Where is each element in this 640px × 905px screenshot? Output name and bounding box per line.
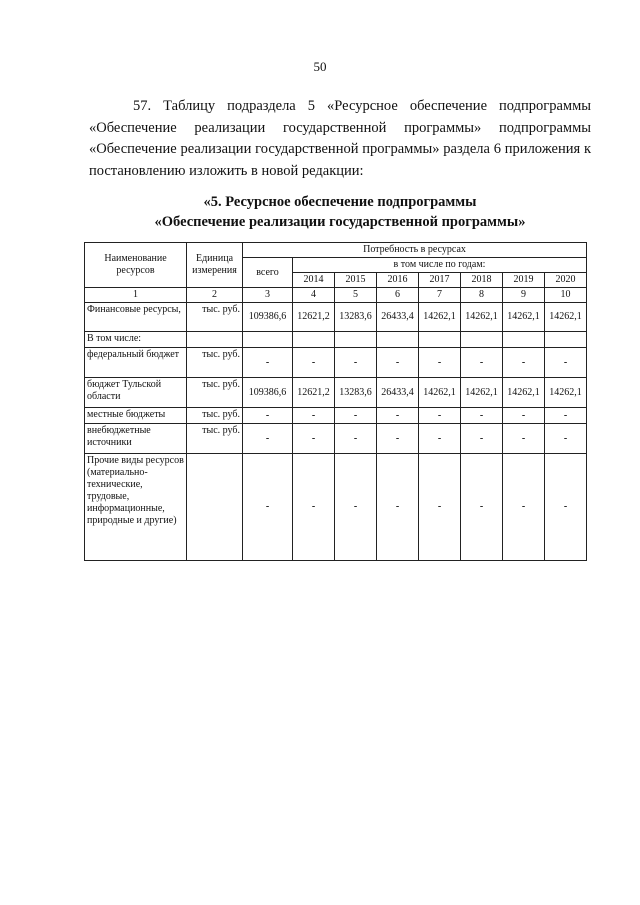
row-value: - (545, 348, 587, 378)
row-name: Финансовые ресурсы, (85, 303, 187, 332)
row-value: - (419, 454, 461, 561)
column-number: 4 (293, 288, 335, 303)
row-value: - (545, 424, 587, 454)
row-value: - (377, 424, 419, 454)
row-value: - (293, 424, 335, 454)
row-value (377, 332, 419, 348)
row-value: - (377, 408, 419, 424)
row-name: местные бюджеты (85, 408, 187, 424)
row-name: В том числе: (85, 332, 187, 348)
column-numbers-row (85, 288, 587, 303)
column-number: 3 (243, 288, 293, 303)
row-value: - (419, 408, 461, 424)
row-value: 26433,4 (377, 378, 419, 408)
page-number: 50 (313, 59, 327, 74)
row-value (461, 332, 503, 348)
heading-line-2: «Обеспечение реализации государственной программы» (154, 214, 526, 230)
row-value: 14262,1 (545, 303, 587, 332)
row-value: 14262,1 (419, 303, 461, 332)
row-value (503, 332, 545, 348)
row-value (335, 332, 377, 348)
row-unit: тыс. руб. (187, 408, 243, 424)
row-value: - (545, 408, 587, 424)
table-row (85, 408, 587, 424)
row-value: 14262,1 (503, 303, 545, 332)
row-unit: тыс. руб. (187, 348, 243, 378)
row-value (293, 332, 335, 348)
row-value: - (377, 454, 419, 561)
row-value: - (243, 454, 293, 561)
header-total: всего (243, 258, 293, 288)
row-value: - (503, 424, 545, 454)
header-year-2014: 2014 (293, 273, 335, 288)
row-value: 14262,1 (419, 378, 461, 408)
row-value: - (419, 348, 461, 378)
row-value: - (503, 408, 545, 424)
row-value: - (461, 424, 503, 454)
row-name: Прочие виды ресурсов (материально-технические, трудовые, информационные, природные и другие) (85, 454, 187, 561)
row-unit (187, 454, 243, 561)
column-number: 5 (335, 288, 377, 303)
row-value: 13283,6 (335, 378, 377, 408)
row-value: 14262,1 (461, 378, 503, 408)
header-unit: Единица измерения (187, 243, 243, 288)
resource-table (84, 242, 587, 561)
row-value: - (503, 454, 545, 561)
row-value: - (419, 424, 461, 454)
row-value: 14262,1 (461, 303, 503, 332)
table-row (85, 348, 587, 378)
header-year-2019: 2019 (503, 273, 545, 288)
row-value: - (243, 408, 293, 424)
table-row (85, 332, 587, 348)
row-value (243, 332, 293, 348)
row-value: 13283,6 (335, 303, 377, 332)
row-value: - (377, 348, 419, 378)
row-unit: тыс. руб. (187, 424, 243, 454)
row-value: 12621,2 (293, 378, 335, 408)
table-row (85, 454, 587, 561)
row-value: 26433,4 (377, 303, 419, 332)
row-value: - (335, 408, 377, 424)
row-unit (187, 332, 243, 348)
row-unit: тыс. руб. (187, 378, 243, 408)
row-name: бюджет Тульской области (85, 378, 187, 408)
row-name: федеральный бюджет (85, 348, 187, 378)
table-row (85, 424, 587, 454)
intro-paragraph (89, 96, 591, 182)
table-heading (80, 192, 600, 232)
table-row (85, 303, 587, 332)
row-value: - (461, 408, 503, 424)
row-value: 14262,1 (545, 378, 587, 408)
column-number: 1 (85, 288, 187, 303)
row-value: - (293, 408, 335, 424)
row-value: - (293, 454, 335, 561)
table-body (85, 303, 587, 561)
row-value: - (243, 348, 293, 378)
row-value: 12621,2 (293, 303, 335, 332)
row-value: 109386,6 (243, 378, 293, 408)
table-row (85, 378, 587, 408)
row-value: - (293, 348, 335, 378)
heading-line-1: «5. Ресурсное обеспечение подпрограммы (203, 194, 477, 210)
row-value: - (335, 348, 377, 378)
header-name: Наименование ресурсов (85, 243, 187, 288)
column-number: 8 (461, 288, 503, 303)
row-value (419, 332, 461, 348)
row-value: 109386,6 (243, 303, 293, 332)
row-value: - (503, 348, 545, 378)
row-value: - (461, 454, 503, 561)
column-number: 9 (503, 288, 545, 303)
row-value: 14262,1 (503, 378, 545, 408)
intro-text: 57. Таблицу подраздела 5 «Ресурсное обеспечение подпрограммы «Обеспечение реализации государственной программы» подпрограммы «Обеспечение реализации государственной программы» раздела 6 приложения к постановлению изложить в новой редакции: (89, 98, 591, 179)
header-need: Потребность в ресурсах (243, 243, 587, 258)
row-unit: тыс. руб. (187, 303, 243, 332)
row-value: - (545, 454, 587, 561)
row-value: - (243, 424, 293, 454)
row-value: - (335, 454, 377, 561)
row-value: - (335, 424, 377, 454)
column-number: 7 (419, 288, 461, 303)
header-year-2017: 2017 (419, 273, 461, 288)
row-value: - (461, 348, 503, 378)
header-year-2016: 2016 (377, 273, 419, 288)
header-year-2018: 2018 (461, 273, 503, 288)
column-number: 2 (187, 288, 243, 303)
row-value (545, 332, 587, 348)
row-name: внебюджетные источники (85, 424, 187, 454)
header-year-2015: 2015 (335, 273, 377, 288)
header-year-2020: 2020 (545, 273, 587, 288)
column-number: 6 (377, 288, 419, 303)
header-years-group: в том числе по годам: (293, 258, 587, 273)
column-number: 10 (545, 288, 587, 303)
